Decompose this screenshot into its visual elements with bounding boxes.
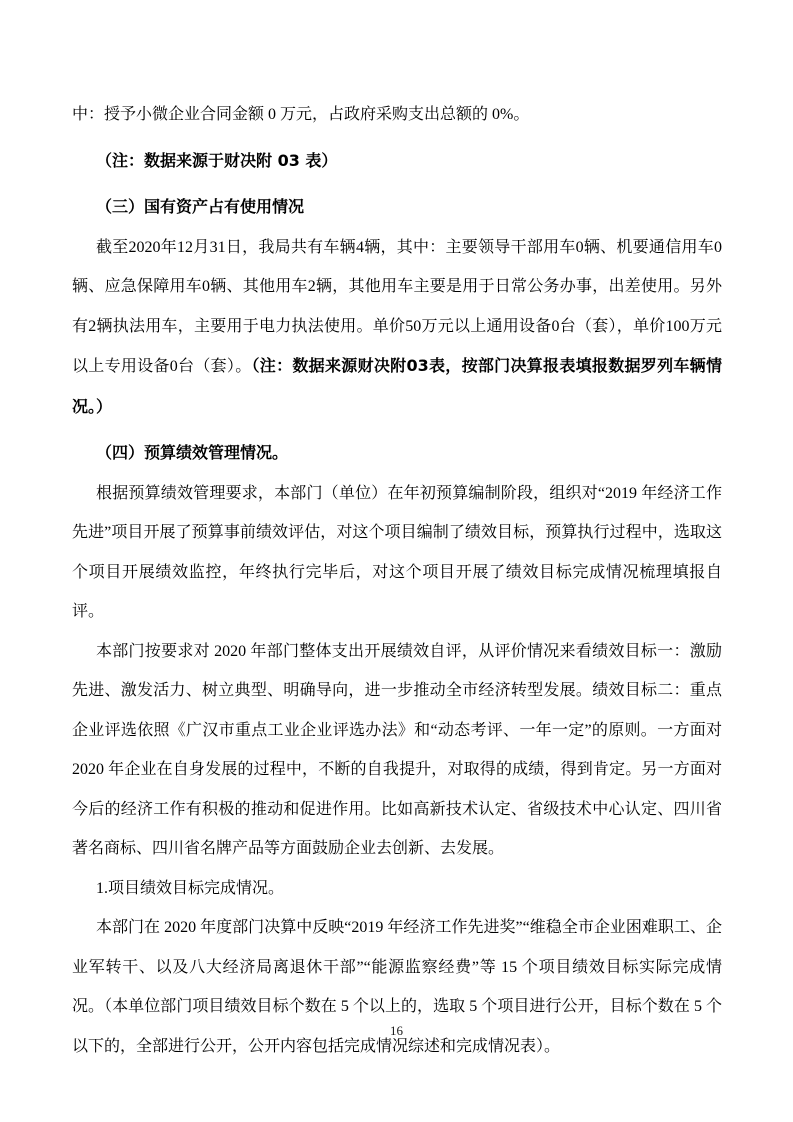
bold-note-segment: （注：数据来源于财决附 03 表） [96, 150, 338, 170]
paragraph [72, 474, 722, 632]
text-segment: 中：授予小微企业合同金额 0 万元，占政府采购支出总额的 0%。 [72, 106, 530, 123]
section-heading [72, 187, 722, 228]
bold-note-segment: （三）国有资产占有使用情况 [96, 197, 305, 216]
paragraph [72, 869, 722, 909]
text-segment: 根据预算绩效管理要求，本部门（单位）在年初预算编制阶段，组织对“2019 年经济工作先进”项目开展了预算事前绩效评估，对这个项目编制了绩效目标，预算执行过程中，选取这个项目开展绩效监控，年终执行完毕后，对这个项目开展了绩效目标完成情况梳理填报自评。 [72, 484, 722, 620]
bold-note-segment: （注：数据来源财决附03表，按部门决算报表填报数据罗列车辆情况。） [72, 356, 722, 416]
bold-note-segment: （四）预算绩效管理情况。 [96, 443, 289, 462]
document-body [72, 95, 722, 1066]
page-number: 16 [390, 1023, 403, 1038]
text-segment: 截至2020年12月31日，我局共有车辆4辆，其中：主要领导干部用车0辆、机要通信用车0辆、应急保障用车0辆、其他用车2辆，其他用车主要是用于日常公务办事，出差使用。另外有2辆执法用车，主要用于电力执法使用。单价50万元以上通用设备0台（套），单价100万元以上专用设备0台（套）。 [72, 238, 722, 375]
text-segment: 1.项目绩效目标完成情况。 [96, 879, 285, 897]
paragraph [72, 908, 722, 1066]
paragraph-continuation [72, 95, 722, 135]
paragraph [72, 632, 722, 869]
text-segment: 本部门在 2020 年度部门决算中反映“2019 年经济工作先进奖”“维稳全市企业困难职工、企业军转干、以及八大经济局离退休干部”“能源监察经费”等 15 个项目绩效目标实际完成情况。（本单位部门项目绩效目标个数在 5 个以上的，选取 5 个项目进行公开，目标个数在 5 个以下的，全部进行公开，公开内容包括完成情况综述和完成情况表）。 [72, 919, 722, 1055]
text-segment: 本部门按要求对 2020 年部门整体支出开展绩效自评，从评价情况来看绩效目标一：激励先进、激发活力、树立典型、明确导向，进一步推动全市经济转型发展。绩效目标二：重点企业评选依照《广汉市重点工业企业评选办法》和“动态考评、一年一定”的原则。一方面对 2020 年企业在自身发展的过程中，不断的自我提升，对取得的成绩，得到肯定。另一方面对今后的经济工作有积极的推动和促进作用。比如高新技术认定、省级技术中心认定、四川省著名商标、四川省名牌产品等方面鼓励企业去创新、去发展。 [72, 642, 722, 857]
section-heading [72, 433, 722, 474]
paragraph [72, 228, 722, 428]
note-line [72, 141, 722, 182]
page-footer [0, 1022, 793, 1040]
